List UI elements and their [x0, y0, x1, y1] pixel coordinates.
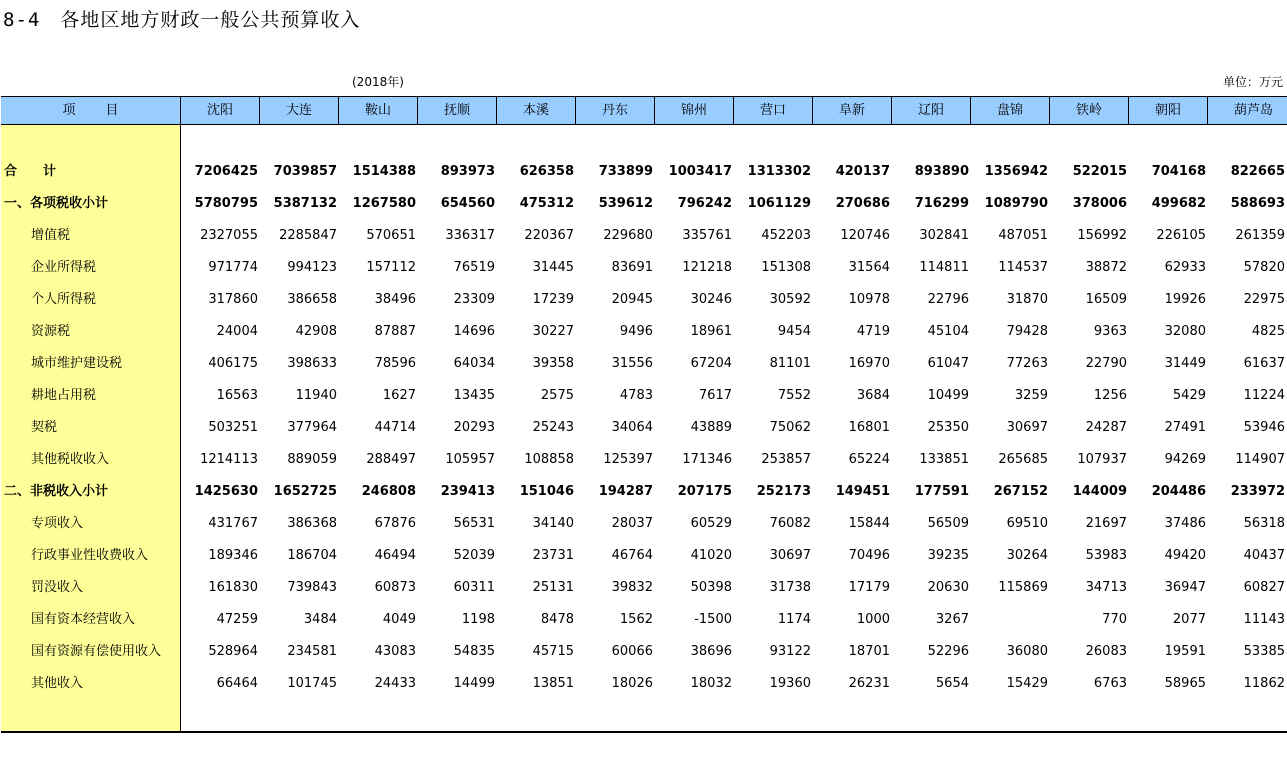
- table-code: 8-4: [3, 9, 41, 31]
- value-cell: 61637: [1243, 356, 1285, 371]
- header-city: 辽阳: [892, 97, 971, 124]
- value-cell: 79428: [1006, 324, 1048, 339]
- value-cell: 39832: [611, 580, 653, 595]
- value-cell: 239413: [440, 484, 495, 499]
- value-cell: 386658: [287, 292, 337, 307]
- header-item: 项目: [1, 97, 181, 124]
- value-cell: 32080: [1164, 324, 1206, 339]
- value-cell: 43083: [374, 644, 416, 659]
- value-cell: 716299: [914, 196, 969, 211]
- value-cell: 1214113: [200, 452, 258, 467]
- value-cell: 406175: [208, 356, 258, 371]
- value-cell: 77263: [1006, 356, 1048, 371]
- value-cell: 194287: [598, 484, 653, 499]
- value-cell: 1627: [382, 388, 416, 403]
- value-cell: 70496: [848, 548, 890, 563]
- header-city: 朝阳: [1129, 97, 1208, 124]
- value-cell: 133851: [919, 452, 969, 467]
- value-cell: 121218: [682, 260, 732, 275]
- value-cell: 27491: [1164, 420, 1206, 435]
- value-cell: 22796: [927, 292, 969, 307]
- row-label: 其他收入: [31, 676, 84, 691]
- value-cell: 265685: [998, 452, 1048, 467]
- row-label: 专项收入: [31, 516, 84, 531]
- value-cell: 893890: [914, 164, 969, 179]
- value-cell: 16970: [848, 356, 890, 371]
- table-row: [0, 354, 1287, 386]
- value-cell: 67204: [690, 356, 732, 371]
- value-cell: 38872: [1085, 260, 1127, 275]
- value-cell: 267152: [993, 484, 1048, 499]
- header-city: 盘锦: [971, 97, 1050, 124]
- row-label: 一、各项税收小计: [4, 196, 109, 211]
- value-cell: 189346: [208, 548, 258, 563]
- value-cell: 171346: [682, 452, 732, 467]
- value-cell: 475312: [519, 196, 574, 211]
- value-cell: 253857: [761, 452, 811, 467]
- value-cell: 31556: [611, 356, 653, 371]
- value-cell: 24287: [1085, 420, 1127, 435]
- header-city: 抚顺: [418, 97, 497, 124]
- value-cell: 4783: [619, 388, 653, 403]
- value-cell: 503251: [208, 420, 258, 435]
- value-cell: 39235: [927, 548, 969, 563]
- value-cell: 41020: [690, 548, 732, 563]
- value-cell: 14696: [453, 324, 495, 339]
- table-row: [0, 450, 1287, 482]
- value-cell: 45104: [927, 324, 969, 339]
- value-cell: 378006: [1072, 196, 1127, 211]
- value-cell: 226105: [1156, 228, 1206, 243]
- value-cell: 288497: [366, 452, 416, 467]
- value-cell: 9454: [777, 324, 811, 339]
- year-note: (2018年): [352, 75, 404, 89]
- value-cell: 38496: [374, 292, 416, 307]
- value-cell: 114537: [998, 260, 1048, 275]
- value-cell: 21697: [1085, 516, 1127, 531]
- value-cell: 76082: [769, 516, 811, 531]
- value-cell: 1652725: [273, 484, 337, 499]
- value-cell: 9496: [619, 324, 653, 339]
- value-cell: 25131: [532, 580, 574, 595]
- value-cell: -1500: [694, 612, 732, 627]
- value-cell: 31449: [1164, 356, 1206, 371]
- value-cell: 120746: [840, 228, 890, 243]
- value-cell: 64034: [453, 356, 495, 371]
- value-cell: 20293: [453, 420, 495, 435]
- value-cell: 18026: [611, 676, 653, 691]
- value-cell: 9363: [1093, 324, 1127, 339]
- value-cell: 105957: [445, 452, 495, 467]
- value-cell: 26231: [848, 676, 890, 691]
- value-cell: 1198: [461, 612, 495, 627]
- row-label: 企业所得税: [31, 260, 97, 275]
- value-cell: 34064: [611, 420, 653, 435]
- value-cell: 16801: [848, 420, 890, 435]
- value-cell: 626358: [519, 164, 574, 179]
- value-cell: 30697: [769, 548, 811, 563]
- value-cell: 37486: [1164, 516, 1206, 531]
- value-cell: 229680: [603, 228, 653, 243]
- table-row: [0, 578, 1287, 610]
- value-cell: 67876: [374, 516, 416, 531]
- value-cell: 18032: [690, 676, 732, 691]
- row-label: 合 计: [4, 164, 57, 179]
- value-cell: 62933: [1164, 260, 1206, 275]
- value-cell: 822665: [1230, 164, 1285, 179]
- table-row: [0, 546, 1287, 578]
- value-cell: 52296: [927, 644, 969, 659]
- table-row: [0, 610, 1287, 642]
- value-cell: 14499: [453, 676, 495, 691]
- header-city: 锦州: [655, 97, 734, 124]
- table-row: [0, 162, 1287, 194]
- row-label: 资源税: [31, 324, 71, 339]
- value-cell: 60529: [690, 516, 732, 531]
- value-cell: 1514388: [352, 164, 416, 179]
- value-cell: 53385: [1243, 644, 1285, 659]
- value-cell: 156992: [1077, 228, 1127, 243]
- value-cell: 34713: [1085, 580, 1127, 595]
- table-row: [0, 226, 1287, 258]
- value-cell: 17179: [848, 580, 890, 595]
- value-cell: 44714: [374, 420, 416, 435]
- value-cell: 53983: [1085, 548, 1127, 563]
- value-cell: 56531: [453, 516, 495, 531]
- value-cell: 420137: [835, 164, 890, 179]
- value-cell: 1356942: [984, 164, 1048, 179]
- row-label: 契税: [31, 420, 58, 435]
- value-cell: 125397: [603, 452, 653, 467]
- value-cell: 60066: [611, 644, 653, 659]
- value-cell: 4825: [1251, 324, 1285, 339]
- value-cell: 56318: [1243, 516, 1285, 531]
- value-cell: 30264: [1006, 548, 1048, 563]
- value-cell: 94269: [1164, 452, 1206, 467]
- value-cell: 47259: [216, 612, 258, 627]
- value-cell: 2077: [1172, 612, 1206, 627]
- value-cell: 7206425: [194, 164, 258, 179]
- unit-note: 单位：万元: [1222, 75, 1283, 89]
- value-cell: 893973: [440, 164, 495, 179]
- value-cell: 43889: [690, 420, 732, 435]
- value-cell: 261359: [1235, 228, 1285, 243]
- header-city: 本溪: [497, 97, 576, 124]
- value-cell: 11143: [1243, 612, 1285, 627]
- value-cell: 149451: [835, 484, 890, 499]
- value-cell: 704168: [1151, 164, 1206, 179]
- value-cell: 18701: [848, 644, 890, 659]
- value-cell: 11940: [295, 388, 337, 403]
- value-cell: 336317: [445, 228, 495, 243]
- value-cell: 87887: [374, 324, 416, 339]
- table-row: [0, 418, 1287, 450]
- value-cell: 23731: [532, 548, 574, 563]
- value-cell: 81101: [769, 356, 811, 371]
- value-cell: 3259: [1014, 388, 1048, 403]
- header-city: 大连: [260, 97, 339, 124]
- value-cell: 161830: [208, 580, 258, 595]
- value-cell: 39358: [532, 356, 574, 371]
- value-cell: 22975: [1243, 292, 1285, 307]
- value-cell: 452203: [761, 228, 811, 243]
- table-title: 各地区地方财政一般公共预算收入: [60, 9, 361, 31]
- value-cell: 4719: [856, 324, 890, 339]
- row-label: 行政事业性收费收入: [31, 548, 149, 563]
- table-row: [0, 642, 1287, 674]
- row-label: 城市维护建设税: [31, 356, 123, 371]
- value-cell: 5654: [935, 676, 969, 691]
- value-cell: 114811: [919, 260, 969, 275]
- value-cell: 151308: [761, 260, 811, 275]
- value-cell: 522015: [1072, 164, 1127, 179]
- row-label: 耕地占用税: [31, 388, 97, 403]
- table-header: [1, 96, 1287, 125]
- value-cell: 570651: [366, 228, 416, 243]
- value-cell: 31870: [1006, 292, 1048, 307]
- value-cell: 101745: [287, 676, 337, 691]
- page-title: [3, 5, 360, 32]
- value-cell: 76519: [453, 260, 495, 275]
- table-row: [0, 322, 1287, 354]
- value-cell: 60311: [453, 580, 495, 595]
- value-cell: 270686: [835, 196, 890, 211]
- row-label: 罚没收入: [31, 580, 84, 595]
- value-cell: 4049: [382, 612, 416, 627]
- value-cell: 1425630: [194, 484, 258, 499]
- value-cell: 57820: [1243, 260, 1285, 275]
- value-cell: 25243: [532, 420, 574, 435]
- value-cell: 157112: [366, 260, 416, 275]
- value-cell: 52039: [453, 548, 495, 563]
- value-cell: 499682: [1151, 196, 1206, 211]
- value-cell: 5429: [1172, 388, 1206, 403]
- header-city: 营口: [734, 97, 813, 124]
- value-cell: 16563: [216, 388, 258, 403]
- value-cell: 75062: [769, 420, 811, 435]
- value-cell: 66464: [216, 676, 258, 691]
- value-cell: 18961: [690, 324, 732, 339]
- value-cell: 733899: [598, 164, 653, 179]
- value-cell: 61047: [927, 356, 969, 371]
- row-label: 个人所得税: [31, 292, 97, 307]
- value-cell: 19591: [1164, 644, 1206, 659]
- value-cell: 60827: [1243, 580, 1285, 595]
- value-cell: 177591: [914, 484, 969, 499]
- value-cell: 1267580: [352, 196, 416, 211]
- value-cell: 252173: [756, 484, 811, 499]
- value-cell: 45715: [532, 644, 574, 659]
- value-cell: 20945: [611, 292, 653, 307]
- header-city: 阜新: [813, 97, 892, 124]
- value-cell: 36947: [1164, 580, 1206, 595]
- header-city: 铁岭: [1050, 97, 1129, 124]
- value-cell: 30246: [690, 292, 732, 307]
- value-cell: 246808: [361, 484, 416, 499]
- value-cell: 11224: [1243, 388, 1285, 403]
- value-cell: 69510: [1006, 516, 1048, 531]
- value-cell: 54835: [453, 644, 495, 659]
- value-cell: 994123: [287, 260, 337, 275]
- value-cell: 46494: [374, 548, 416, 563]
- value-cell: 2327055: [200, 228, 258, 243]
- value-cell: 24433: [374, 676, 416, 691]
- value-cell: 60873: [374, 580, 416, 595]
- value-cell: 1313302: [747, 164, 811, 179]
- value-cell: 83691: [611, 260, 653, 275]
- value-cell: 15429: [1006, 676, 1048, 691]
- value-cell: 528964: [208, 644, 258, 659]
- value-cell: 50398: [690, 580, 732, 595]
- value-cell: 10978: [848, 292, 890, 307]
- value-cell: 93122: [769, 644, 811, 659]
- value-cell: 3267: [935, 612, 969, 627]
- value-cell: 971774: [208, 260, 258, 275]
- value-cell: 114907: [1235, 452, 1285, 467]
- value-cell: 588693: [1230, 196, 1285, 211]
- value-cell: 6763: [1093, 676, 1127, 691]
- value-cell: 770: [1102, 612, 1127, 627]
- row-label: 其他税收收入: [31, 452, 110, 467]
- value-cell: 186704: [287, 548, 337, 563]
- value-cell: 19360: [769, 676, 811, 691]
- value-cell: 3684: [856, 388, 890, 403]
- value-cell: 24004: [216, 324, 258, 339]
- header-city: 丹东: [576, 97, 655, 124]
- value-cell: 1000: [856, 612, 890, 627]
- value-cell: 1089790: [984, 196, 1048, 211]
- value-cell: 16509: [1085, 292, 1127, 307]
- value-cell: 207175: [677, 484, 732, 499]
- value-cell: 56509: [927, 516, 969, 531]
- table-row: [0, 258, 1287, 290]
- value-cell: 7617: [698, 388, 732, 403]
- table-row: [0, 674, 1287, 706]
- header-city: 鞍山: [339, 97, 418, 124]
- value-cell: 377964: [287, 420, 337, 435]
- row-label: 增值税: [31, 228, 71, 243]
- value-cell: 107937: [1077, 452, 1127, 467]
- value-cell: 234581: [287, 644, 337, 659]
- value-cell: 654560: [440, 196, 495, 211]
- value-cell: 5780795: [194, 196, 258, 211]
- row-label: 国有资本经营收入: [31, 612, 136, 627]
- table-bottom-rule: [1, 731, 1287, 733]
- value-cell: 144009: [1072, 484, 1127, 499]
- value-cell: 1256: [1093, 388, 1127, 403]
- table-row: [0, 482, 1287, 514]
- value-cell: 1562: [619, 612, 653, 627]
- value-cell: 15844: [848, 516, 890, 531]
- value-cell: 2575: [540, 388, 574, 403]
- value-cell: 539612: [598, 196, 653, 211]
- header-city: 沈阳: [181, 97, 260, 124]
- value-cell: 30592: [769, 292, 811, 307]
- value-cell: 1061129: [747, 196, 811, 211]
- value-cell: 317860: [208, 292, 258, 307]
- value-cell: 31738: [769, 580, 811, 595]
- value-cell: 26083: [1085, 644, 1127, 659]
- value-cell: 31564: [848, 260, 890, 275]
- value-cell: 796242: [677, 196, 732, 211]
- row-label: 二、非税收入小计: [4, 484, 109, 499]
- value-cell: 30227: [532, 324, 574, 339]
- value-cell: 19926: [1164, 292, 1206, 307]
- value-cell: 13435: [453, 388, 495, 403]
- value-cell: 40437: [1243, 548, 1285, 563]
- value-cell: 17239: [532, 292, 574, 307]
- value-cell: 58965: [1164, 676, 1206, 691]
- value-cell: 3484: [303, 612, 337, 627]
- value-cell: 487051: [998, 228, 1048, 243]
- value-cell: 38696: [690, 644, 732, 659]
- value-cell: 1174: [777, 612, 811, 627]
- value-cell: 7552: [777, 388, 811, 403]
- value-cell: 22790: [1085, 356, 1127, 371]
- value-cell: 46764: [611, 548, 653, 563]
- value-cell: 13851: [532, 676, 574, 691]
- value-cell: 115869: [998, 580, 1048, 595]
- value-cell: 204486: [1151, 484, 1206, 499]
- value-cell: 78596: [374, 356, 416, 371]
- value-cell: 49420: [1164, 548, 1206, 563]
- value-cell: 7039857: [273, 164, 337, 179]
- value-cell: 65224: [848, 452, 890, 467]
- value-cell: 1003417: [668, 164, 732, 179]
- value-cell: 398633: [287, 356, 337, 371]
- value-cell: 108858: [524, 452, 574, 467]
- value-cell: 335761: [682, 228, 732, 243]
- value-cell: 233972: [1230, 484, 1285, 499]
- value-cell: 36080: [1006, 644, 1048, 659]
- header-city: 葫芦岛: [1234, 103, 1274, 118]
- value-cell: 30697: [1006, 420, 1048, 435]
- value-cell: 23309: [453, 292, 495, 307]
- value-cell: 386368: [287, 516, 337, 531]
- value-cell: 739843: [287, 580, 337, 595]
- value-cell: 302841: [919, 228, 969, 243]
- table-row: [0, 194, 1287, 226]
- value-cell: 53946: [1243, 420, 1285, 435]
- value-cell: 10499: [927, 388, 969, 403]
- table-row: [0, 290, 1287, 322]
- value-cell: 2285847: [279, 228, 337, 243]
- value-cell: 5387132: [273, 196, 337, 211]
- value-cell: 31445: [532, 260, 574, 275]
- value-cell: 11862: [1243, 676, 1285, 691]
- value-cell: 889059: [287, 452, 337, 467]
- value-cell: 431767: [208, 516, 258, 531]
- table-row: [0, 514, 1287, 546]
- value-cell: 28037: [611, 516, 653, 531]
- value-cell: 25350: [927, 420, 969, 435]
- row-label: 国有资源有偿使用收入: [31, 644, 162, 659]
- value-cell: 151046: [519, 484, 574, 499]
- value-cell: 20630: [927, 580, 969, 595]
- table-row: [0, 386, 1287, 418]
- value-cell: 220367: [524, 228, 574, 243]
- value-cell: 8478: [540, 612, 574, 627]
- value-cell: 34140: [532, 516, 574, 531]
- value-cell: 42908: [295, 324, 337, 339]
